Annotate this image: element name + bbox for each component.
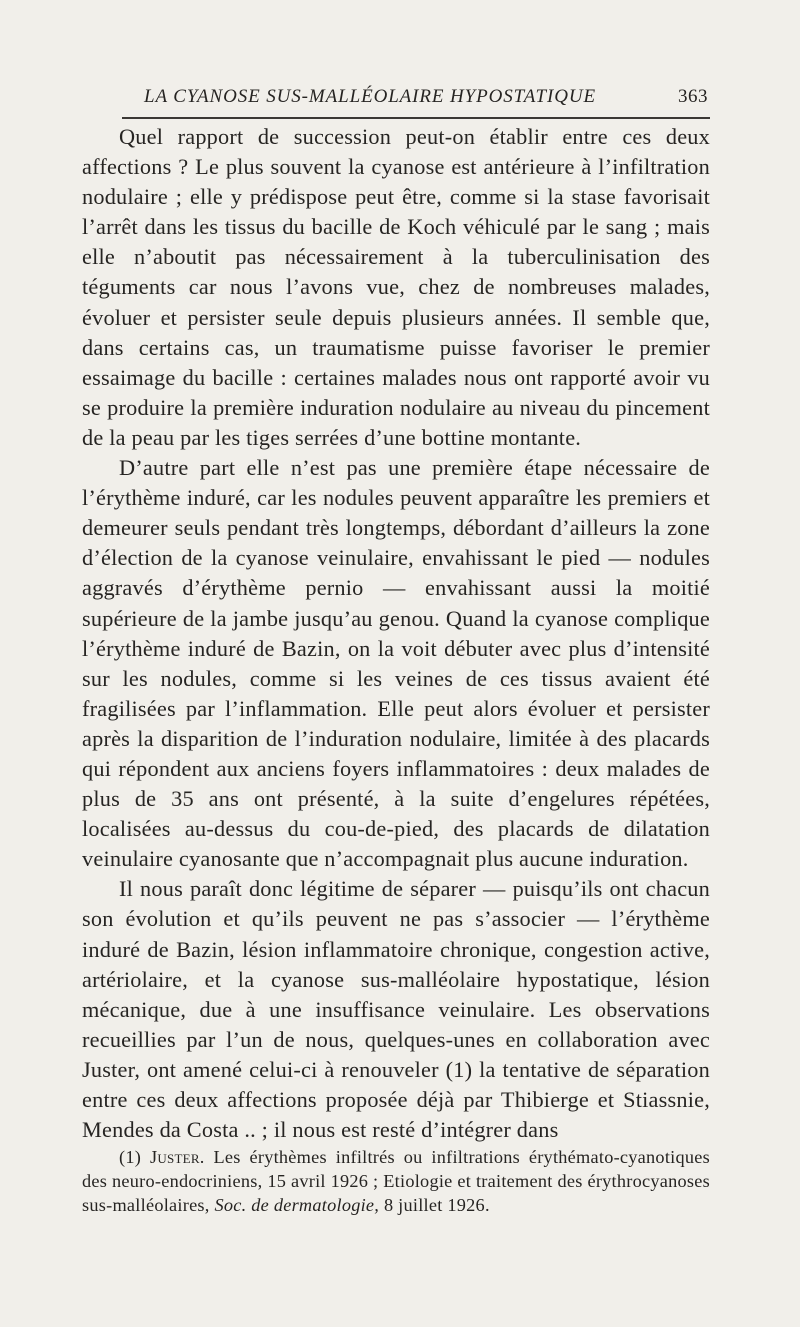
- footnote: [82, 1145, 710, 1217]
- page-number: 363: [678, 86, 708, 107]
- footnote-date: 8 juillet 1926.: [383, 1195, 490, 1215]
- footnote-journal: Soc. de dermatologie,: [214, 1195, 380, 1215]
- footnote-text: Les érythèmes infiltrés ou infiltrations érythémato-cyanotiques des neuro-endocriniens, 15 avril 1926 ; Etiologie et traitement des érythrocyanoses sus-malléolaires,: [82, 1147, 710, 1215]
- footnote-author: Juster.: [149, 1147, 205, 1167]
- running-head: [82, 86, 710, 114]
- paragraph-1: Quel rapport de succession peut-on établir entre ces deux affections ? Le plus souvent la cyanose est antérieure à l’infiltration nodulaire ; elle y prédispose peut être, comme si la stase favorisait l’arrêt dans les tissus du bacille de Koch véhiculé par le sang ; mais elle n’aboutit pas nécessairement à la tuberculinisation des téguments car nous l’avons vue, chez de nombreuses malades, évoluer et persister seule depuis plusieurs années. Il semble que, dans certains cas, un traumatisme puisse favoriser le premier essaimage du bacille : certaines malades nous ont rapporté avoir vu se produire la première induration nodulaire au niveau du pincement de la peau par les tiges serrées d’une bottine montante.: [82, 124, 710, 450]
- paragraph-3: Il nous paraît donc légitime de séparer — puisqu’ils ont chacun son évolution et qu’ils peuvent ne pas s’associer — l’érythème induré de Bazin, lésion inflammatoire chronique, congestion active, artériolaire, et la cyanose sus-malléolaire hypostatique, lésion mécanique, due à une insuffisance veinulaire. Les observations recueillies par l’un de nous, quelques-unes en collaboration avec Juster, ont amené celui-ci à renouveler (1) la tentative de séparation entre ces deux affections proposée déjà par Thibierge et Stiassnie, Mendes da Costa .. ; il nous est resté d’intégrer dans: [82, 876, 710, 1143]
- book-page: [82, 0, 710, 1327]
- running-title: LA CYANOSE SUS-MALLÉOLAIRE HYPOSTATIQUE: [144, 86, 596, 107]
- paragraph-2: D’autre part elle n’est pas une première étape nécessaire de l’érythème induré, car les nodules peuvent apparaître les premiers et demeurer seuls pendant très longtemps, débordant d’ailleurs la zone d’élection de la cyanose veinulaire, envahissant le pied — nodules aggravés d’érythème pernio — envahissant aussi la moitié supérieure de la jambe jusqu’au genou. Quand la cyanose complique l’érythème induré de Bazin, on la voit débuter avec plus d’intensité sur les nodules, comme si les veines de ces tissus avaient été fragilisées par l’inflammation. Elle peut alors évoluer et persister après la disparition de l’induration nodulaire, limitée à des placards qui répondent aux anciens foyers inflammatoires : deux malades de plus de 35 ans ont présenté, à la suite d’engelures répétées, localisées au-dessus du cou-de-pied, des placards de dilatation veinulaire cyanosante que n’accompagnait plus aucune induration.: [82, 455, 710, 872]
- body-text: [82, 122, 710, 1145]
- header-rule: [122, 117, 710, 119]
- footnote-marker: (1): [119, 1147, 142, 1167]
